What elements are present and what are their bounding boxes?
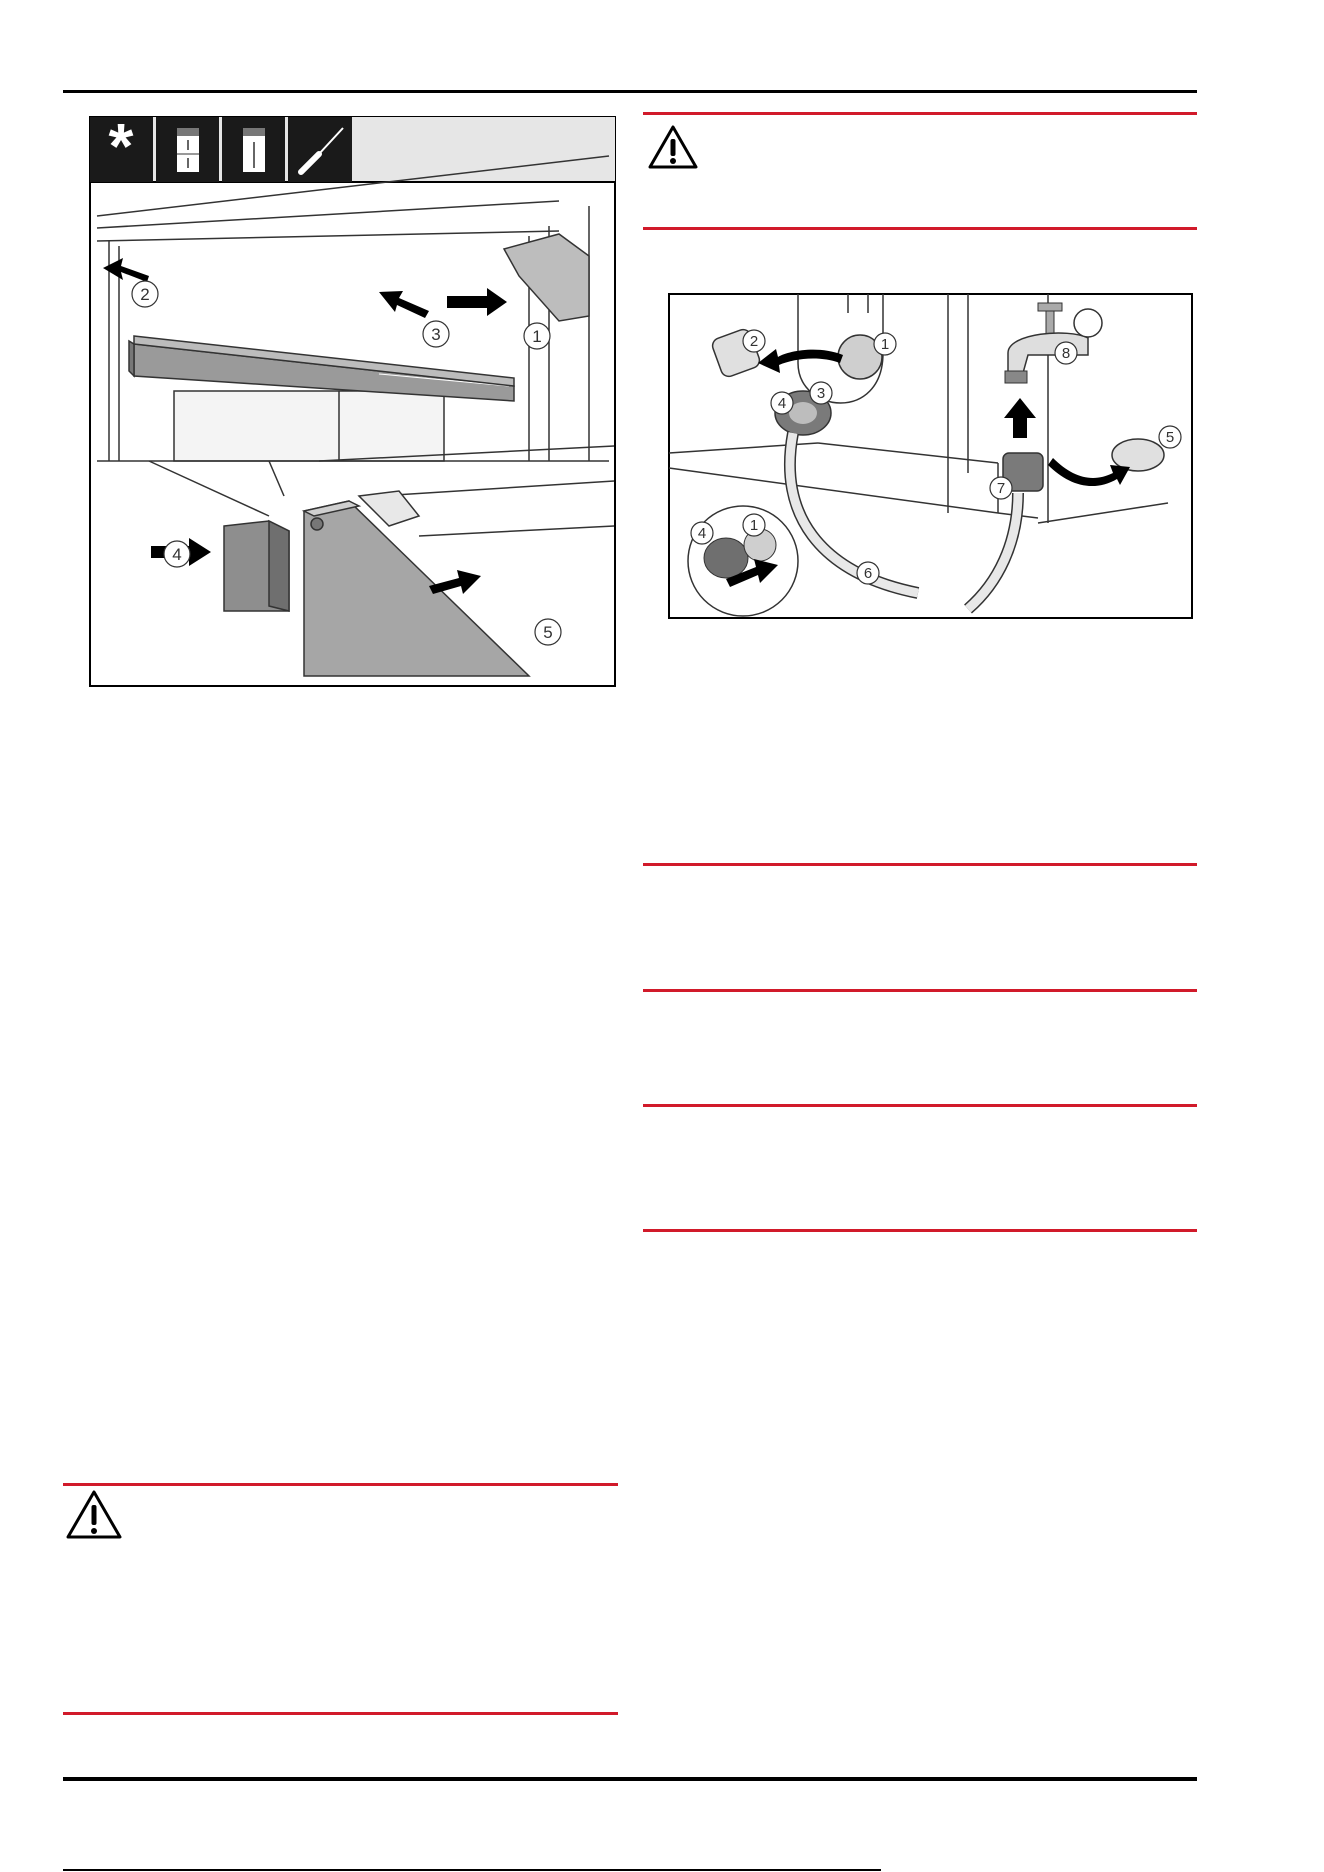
callout-6: 6 <box>863 565 873 582</box>
warning-top-rule-b <box>63 1483 618 1486</box>
notice-rule-1 <box>643 863 1197 866</box>
callout-2: 2 <box>140 285 150 304</box>
callout-1-inset: 1 <box>749 517 759 534</box>
fridge-compartment-icon <box>222 117 285 182</box>
footer-line <box>63 1869 881 1871</box>
warning-bottom-rule-b <box>63 1712 618 1715</box>
warning-triangle-icon <box>65 1489 123 1541</box>
bottom-rule <box>63 1777 1197 1781</box>
callout-4: 4 <box>172 545 182 564</box>
callout-7: 7 <box>996 480 1006 497</box>
callout-3: 3 <box>431 325 441 344</box>
callout-3: 3 <box>816 385 826 402</box>
warning-bottom-rule-a <box>643 227 1197 230</box>
notice-rule-3 <box>643 1104 1197 1107</box>
callout-1: 1 <box>532 327 542 346</box>
callout-4: 4 <box>777 395 787 412</box>
callout-2: 2 <box>749 333 759 350</box>
screwdriver-icon <box>288 117 352 182</box>
warning-top-rule-a <box>643 112 1197 115</box>
notice-rule-4 <box>643 1229 1197 1232</box>
warning-triangle-icon <box>647 124 699 170</box>
callout-1: 1 <box>880 336 890 353</box>
callout-5: 5 <box>1165 429 1175 446</box>
notice-rule-2 <box>643 989 1197 992</box>
snowflake-icon <box>90 116 153 182</box>
callout-5: 5 <box>543 623 553 642</box>
top-rule <box>63 90 1197 93</box>
svg-text:*: * <box>108 116 134 182</box>
right-hose-connection-figure <box>668 293 1193 619</box>
freezer-compartment-icon <box>156 117 219 182</box>
callout-8: 8 <box>1061 345 1071 362</box>
left-installation-figure <box>89 116 616 687</box>
callout-4-inset: 4 <box>697 525 707 542</box>
